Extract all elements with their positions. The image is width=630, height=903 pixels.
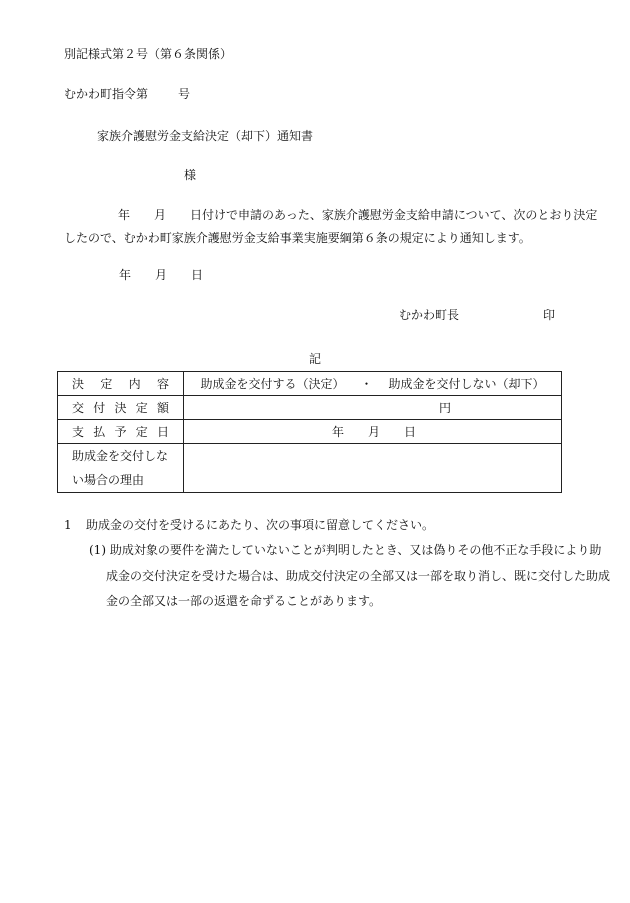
decision-table [57, 371, 562, 493]
yen-unit: 円 [439, 400, 452, 415]
reason-label-line-2: い場合の理由 [72, 473, 145, 487]
table-row-decision [58, 372, 562, 396]
document-number [64, 88, 190, 100]
body-text-line-2: したので、むかわ町家族介護慰労金支給事業実施要綱第６条の規定により通知します。 [64, 231, 531, 245]
addressee-suffix: 様 [184, 168, 197, 182]
amount-value [184, 396, 562, 420]
body-text-line-1 [64, 209, 597, 221]
table-row-amount [58, 396, 562, 420]
mayor-name: むかわ町長 [399, 308, 460, 322]
reason-label-line-1: 助成金を交付しな [72, 449, 169, 463]
body-month-mark: 月 [154, 208, 167, 222]
body-line1-text: 日付けで申請のあった、家族介護慰労金支給申請について、次のとおり決定 [190, 208, 598, 222]
payment-date-value [184, 420, 562, 444]
record-heading: 記 [309, 352, 322, 366]
option-grant: 助成金を交付する（決定） [200, 376, 345, 391]
reason-value [184, 444, 562, 493]
note-heading-text: 助成金の交付を受けるにあたり、次の事項に留意してください。 [86, 518, 435, 532]
seal-mark: 印 [543, 308, 556, 322]
payment-month-mark: 月 [368, 424, 381, 439]
decision-label: 決 定 内 容 [58, 372, 184, 396]
payment-date-label: 支払予定日 [58, 420, 184, 444]
notice-date [119, 269, 203, 281]
form-label: 別記様式第２号（第６条関係） [64, 47, 233, 61]
payment-day-mark: 日 [404, 424, 417, 439]
note-item-line-3: 金の全部又は一部の返還を命ずることがあります。 [106, 594, 382, 608]
document-title: 家族介護慰労金支給決定（却下）通知書 [97, 129, 314, 143]
decision-value [184, 372, 562, 396]
table-row-reason [58, 444, 562, 493]
note-number: 1 [64, 518, 72, 532]
note-heading [64, 519, 434, 531]
note-item-line-1: (1) 助成対象の要件を満たしていないことが判明したとき、又は偽りその他不正な手段により助 [89, 543, 602, 557]
notice-year-mark: 年 [119, 268, 132, 282]
amount-label: 交付決定額 [58, 396, 184, 420]
note-item-line-2: 成金の交付決定を受けた場合は、助成交付決定の全部又は一部を取り消し、既に交付した助成 [106, 569, 611, 583]
table-row-payment-date [58, 420, 562, 444]
body-year-mark: 年 [118, 208, 131, 222]
document-number-suffix: 号 [178, 87, 191, 101]
document-number-prefix: むかわ町指令第 [64, 87, 149, 101]
reason-label [58, 444, 184, 493]
option-reject: 助成金を交付しない（却下） [388, 376, 545, 391]
notice-month-mark: 月 [155, 268, 168, 282]
payment-year-mark: 年 [332, 424, 345, 439]
notice-day-mark: 日 [191, 268, 204, 282]
option-separator: ・ [360, 376, 373, 391]
